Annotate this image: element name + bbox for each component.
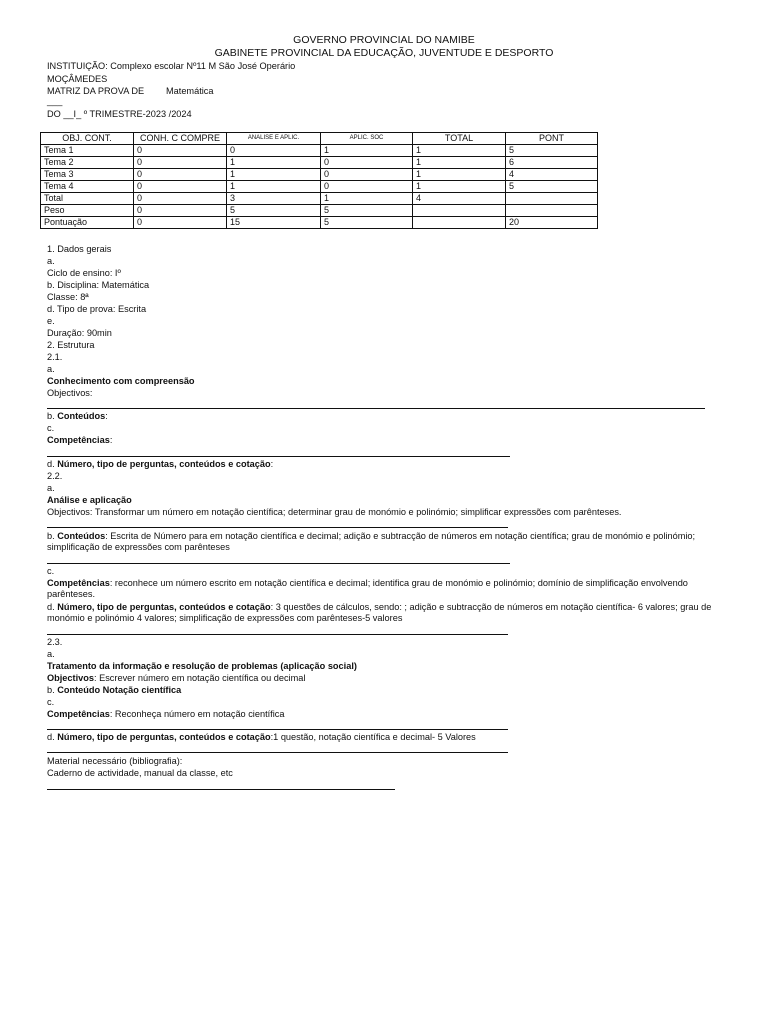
table-cell: 20 bbox=[506, 217, 598, 229]
table-cell: 5 bbox=[506, 145, 598, 157]
table-header-cell: OBJ. CONT. bbox=[41, 133, 134, 145]
header-cabinet: GABINETE PROVINCIAL DA EDUCAÇÃO, JUVENTUDE E DESPORTO bbox=[214, 47, 554, 59]
institution-line: INSTITUIÇÃO: Complexo escolar Nº11 M São José Operário bbox=[47, 61, 296, 71]
table-cell: Tema 1 bbox=[41, 145, 134, 157]
table-cell: Tema 3 bbox=[41, 169, 134, 181]
table-cell: Peso bbox=[41, 205, 134, 217]
table-cell: 1 bbox=[413, 181, 506, 193]
table-cell bbox=[413, 205, 506, 217]
body-line: c. bbox=[47, 566, 55, 576]
table-cell: 1 bbox=[227, 181, 321, 193]
body-line: a. bbox=[47, 483, 55, 493]
table-cell: 0 bbox=[134, 169, 227, 181]
table-cell: Pontuação bbox=[41, 217, 134, 229]
bold-label: Número, tipo de perguntas, conteúdos e cotação bbox=[57, 732, 271, 742]
table-cell: 0 bbox=[134, 205, 227, 217]
suffix-text: : bbox=[270, 459, 274, 469]
content-text: : reconhece um número escrito em notação científica e decimal; identifica grau de monómio e polinómio; domínio de simplificação envolvendo parênteses. bbox=[47, 578, 688, 599]
table-row bbox=[41, 169, 598, 181]
content-line bbox=[47, 709, 284, 720]
table-cell: 0 bbox=[134, 157, 227, 169]
body-line: c. bbox=[47, 423, 55, 433]
content-text: : Reconheça número em notação científica bbox=[109, 709, 285, 719]
table-cell: 15 bbox=[227, 217, 321, 229]
table-cell bbox=[506, 193, 598, 205]
table-cell: 1 bbox=[321, 145, 413, 157]
bold-label: Objectivos bbox=[47, 673, 94, 683]
body-line: 2.2. bbox=[47, 471, 63, 481]
table-cell: 5 bbox=[321, 205, 413, 217]
blank-line: ___ bbox=[47, 96, 63, 106]
matrix-subject: Matemática bbox=[166, 86, 214, 96]
table-header-cell: CONH. C COMPRE bbox=[134, 133, 227, 145]
body-line: b. Disciplina: Matemática bbox=[47, 280, 150, 290]
table-cell: 1 bbox=[413, 157, 506, 169]
prefix-text: b. bbox=[47, 411, 58, 421]
section-heading bbox=[47, 376, 195, 387]
body-line: 1. Dados gerais bbox=[47, 244, 112, 254]
body-line: Material necessário (bibliografia): bbox=[47, 756, 183, 766]
body-line: Ciclo de ensino: Iº bbox=[47, 268, 121, 278]
table-header-cell: PONT bbox=[506, 133, 598, 145]
answer-rule bbox=[47, 563, 510, 564]
content-text: : Escrita de Número para em notação científica e decimal; adição e subtracção de números em notação científica; grau de monómio e polinómio; simplificação de expressões com parênteses bbox=[47, 531, 696, 552]
bold-label: Competências bbox=[47, 435, 110, 445]
body-line: c. bbox=[47, 697, 55, 707]
section-heading-text: Conhecimento com compreensão bbox=[47, 376, 195, 386]
bold-label: Competências bbox=[47, 709, 110, 719]
prefix-text: d. bbox=[47, 602, 58, 612]
table-cell: 5 bbox=[321, 217, 413, 229]
body-line: a. bbox=[47, 649, 55, 659]
content-text: : 3 questões de cálculos, sendo: ; adição e subtracção de números em notação científica- 6 valores; grau de monómio e polinómio 4 valores; simplificação de expressões com parênteses-5 valores bbox=[47, 602, 712, 623]
section-heading-text: Tratamento da informação e resolução de problemas (aplicação social) bbox=[47, 661, 357, 671]
answer-rule bbox=[47, 456, 510, 457]
table-row bbox=[41, 145, 598, 157]
table-cell: 0 bbox=[134, 193, 227, 205]
answer-rule bbox=[47, 729, 508, 730]
table-cell: 0 bbox=[134, 181, 227, 193]
table-header-row bbox=[41, 133, 598, 145]
table-cell: 0 bbox=[227, 145, 321, 157]
table-cell: Tema 4 bbox=[41, 181, 134, 193]
content-line bbox=[47, 602, 712, 624]
bold-label: Conteúdos bbox=[57, 411, 106, 421]
body-line: d. Tipo de prova: Escrita bbox=[47, 304, 147, 314]
bold-label: Competências bbox=[47, 578, 110, 588]
table-cell: 3 bbox=[227, 193, 321, 205]
body-line: 2.1. bbox=[47, 352, 63, 362]
section-heading bbox=[47, 661, 357, 672]
table-cell: 4 bbox=[506, 169, 598, 181]
section-heading bbox=[47, 495, 132, 506]
section-heading-text: Análise e aplicação bbox=[47, 495, 132, 505]
bold-label: Número, tipo de perguntas, conteúdos e cotação bbox=[57, 459, 271, 469]
table-cell: 1 bbox=[413, 169, 506, 181]
body-line: 2. Estrutura bbox=[47, 340, 95, 350]
table-header-cell: APLIC. SOC bbox=[321, 133, 413, 145]
body-line: Objectivos: Transformar um número em notação científica; determinar grau de monómio e polinómio; simplificar expressões com parênteses. bbox=[47, 507, 622, 517]
content-line bbox=[47, 578, 712, 600]
table-row bbox=[41, 193, 598, 205]
table-row bbox=[41, 157, 598, 169]
table-cell: 0 bbox=[134, 145, 227, 157]
table-cell: 0 bbox=[134, 217, 227, 229]
body-line: a. bbox=[47, 364, 55, 374]
matrix-label: MATRIZ DA PROVA DE bbox=[47, 86, 145, 96]
answer-rule bbox=[47, 752, 508, 753]
content-text: :1 questão, notação científica e decimal- 5 Valores bbox=[270, 732, 476, 742]
content-line bbox=[47, 411, 108, 422]
table-cell: 0 bbox=[321, 181, 413, 193]
body-line: 2.3. bbox=[47, 637, 63, 647]
bold-label: Conteúdos bbox=[57, 531, 106, 541]
table-cell: Tema 2 bbox=[41, 157, 134, 169]
table-cell: 6 bbox=[506, 157, 598, 169]
table-cell: 1 bbox=[321, 193, 413, 205]
trimester-line: DO __I_ º TRIMESTRE-2023 /2024 bbox=[47, 109, 192, 119]
header-government: GOVERNO PROVINCIAL DO NAMIBE bbox=[293, 34, 475, 46]
prefix-text: d. bbox=[47, 732, 58, 742]
content-line bbox=[47, 531, 712, 553]
table-cell bbox=[413, 217, 506, 229]
content-line bbox=[47, 459, 273, 470]
table-header-cell: ANALISE E APLIC. bbox=[227, 133, 321, 145]
table-cell: 1 bbox=[413, 145, 506, 157]
score-table bbox=[40, 132, 598, 229]
body-line: e. bbox=[47, 316, 55, 326]
bold-label: Conteúdo Notação científica bbox=[57, 685, 182, 695]
body-line: a. bbox=[47, 256, 55, 266]
content-line bbox=[47, 673, 305, 684]
prefix-text: d. bbox=[47, 459, 58, 469]
body-line: Caderno de actividade, manual da classe, etc bbox=[47, 768, 233, 778]
suffix-text: : bbox=[105, 411, 108, 421]
content-line bbox=[47, 732, 476, 743]
table-cell: 5 bbox=[506, 181, 598, 193]
answer-rule bbox=[47, 789, 395, 790]
table-cell: 0 bbox=[321, 157, 413, 169]
table-cell: 1 bbox=[227, 169, 321, 181]
table-row bbox=[41, 181, 598, 193]
table-cell: Total bbox=[41, 193, 134, 205]
content-text: : Escrever número em notação científica ou decimal bbox=[93, 673, 306, 683]
suffix-text: : bbox=[109, 435, 113, 445]
prefix-text: b. bbox=[47, 531, 58, 541]
answer-rule bbox=[47, 527, 508, 528]
table-header-cell: TOTAL bbox=[413, 133, 506, 145]
table-cell: 1 bbox=[227, 157, 321, 169]
body-line: Classe: 8ª bbox=[47, 292, 89, 302]
body-line: Objectivos: bbox=[47, 388, 93, 398]
bold-label: Número, tipo de perguntas, conteúdos e cotação bbox=[57, 602, 271, 612]
table-cell: 4 bbox=[413, 193, 506, 205]
table-row bbox=[41, 205, 598, 217]
city-line: MOÇÂMEDES bbox=[47, 74, 108, 84]
table-cell bbox=[506, 205, 598, 217]
table-cell: 5 bbox=[227, 205, 321, 217]
content-line bbox=[47, 435, 112, 446]
answer-rule bbox=[47, 408, 705, 409]
table-cell: 0 bbox=[321, 169, 413, 181]
body-line: Duração: 90min bbox=[47, 328, 112, 338]
prefix-text: b. bbox=[47, 685, 58, 695]
table-row bbox=[41, 217, 598, 229]
answer-rule bbox=[47, 634, 508, 635]
content-line bbox=[47, 685, 181, 696]
